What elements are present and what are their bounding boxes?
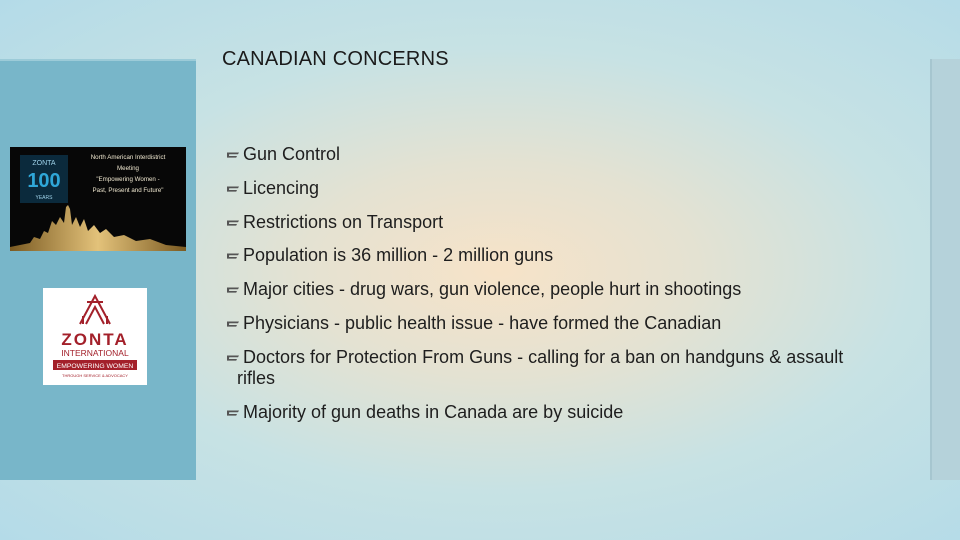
logo-name: ZONTA [61,330,129,349]
left-side-panel [0,59,196,480]
bullet-item [226,402,856,423]
bullet-item [226,279,856,300]
bullet-icon [226,317,240,331]
bullet-icon [226,351,240,365]
badge-years: YEARS [35,195,53,201]
bullet-icon [226,182,240,196]
bullet-item [226,313,856,334]
bullet-item [226,245,856,266]
bullet-list [226,144,856,435]
badge-line3: "Empowering Women - [96,176,160,183]
logo-banner: EMPOWERING WOMEN [56,363,134,370]
right-panel-edge [930,59,932,480]
logo-sub: INTERNATIONAL [61,348,129,358]
zonta-international-logo [43,288,147,385]
bullet-text: Licencing [243,177,320,198]
bullet-item [226,212,856,233]
right-side-panel [930,59,960,480]
bullet-icon [226,283,240,297]
bullet-text: Major cities - drug wars, gun violence, people hurt in shootings [243,279,742,300]
bullet-icon [226,406,240,420]
bullet-text: Majority of gun deaths in Canada are by suicide [243,401,624,422]
skyline-graphic [10,205,186,251]
bullet-text: Gun Control [243,144,341,164]
badge-org: ZONTA [32,160,56,167]
bullet-item [226,144,856,165]
badge-line1: North American Interdistrict [90,154,166,161]
bullet-icon [226,216,240,230]
bullet-item [226,178,856,199]
badge-graphic [10,147,186,251]
zonta-100-badge [10,147,186,251]
bullet-icon [226,148,240,162]
bullet-text: Population is 36 million - 2 million guns [243,245,554,266]
bullet-icon [226,249,240,263]
slide-title: CANADIAN CONCERNS [222,48,449,70]
bullet-text: Doctors for Protection From Guns - calling for a ban on handguns & assault rifles [237,346,844,388]
badge-line2: Meeting [116,165,140,172]
bullet-item [226,347,856,389]
badge-number: 100 [27,170,61,192]
logo-tagline: THROUGH SERVICE & ADVOCACY [62,373,128,378]
bullet-text: Restrictions on Transport [243,211,444,232]
bullet-text: Physicians - public health issue - have formed the Canadian [243,312,722,333]
logo-graphic [43,288,147,385]
left-panel-highlight [0,59,196,61]
badge-line4: Past, Present and Future" [92,187,164,194]
